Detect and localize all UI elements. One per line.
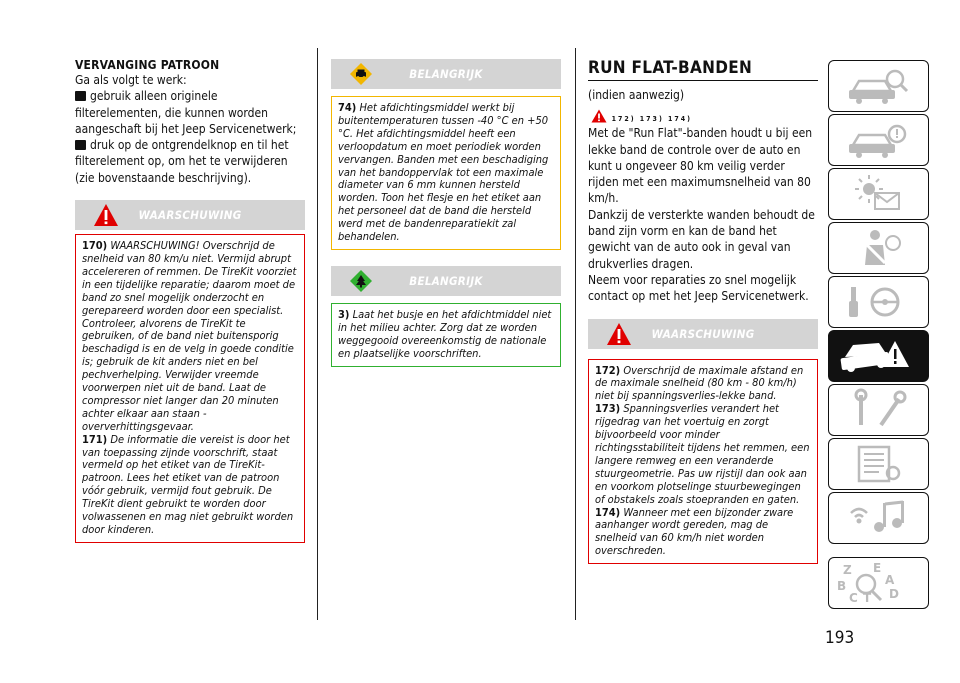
index-letter: A xyxy=(885,573,895,587)
paragraph: Neem voor reparaties zo snel mogelijk contact op met het Jeep Servicenetwerk. xyxy=(588,272,809,304)
index-icon xyxy=(829,558,928,608)
index-letter: E xyxy=(873,561,882,575)
multimedia-icon xyxy=(829,493,928,543)
airbag-seatbelt-icon xyxy=(829,223,928,273)
intro-text: Ga als volgt te werk: xyxy=(75,73,187,87)
warning-header xyxy=(75,200,305,230)
tab-warning-lights[interactable] xyxy=(828,114,929,166)
environment-box xyxy=(331,303,561,367)
page-number: 193 xyxy=(825,628,855,648)
warning-note-171: 171) De informatie die vereist is door het van toepassing zijnde voorschrift, staat vermeld op het etiket van de TireKit-patroon. Lees het etiket van de patroon vóór gebruik, vermijd fout gebruik. De TireKit dient gebruikt te worden door volwassenen en mag niet gebruikt worden door kinderen. xyxy=(82,432,294,537)
tab-safety[interactable] xyxy=(828,222,929,274)
warning-note-170: 170) WAARSCHUWING! Overschrijd de snelheid van 80 km/u niet. Vermijd abrupt accelereren of remmen. De TireKit voorziet in een tijdelijke reparatie; daarom moet de band zo snel mogelijk onderzocht en gerepareerd worden door een specialist. Controleer, alvorens de TireKit te gebruiken, of de band niet buitensporig beschadigd is en de velg in goede conditie is; gebruik de kit anders niet en bel pechverhelping. Verwijder vreemde voorwerpen niet uit de band. Laat de compressor niet langer dan 20 minuten achter elkaar aan staan - oververhittingsgevaar. xyxy=(82,239,297,433)
emergency-car-icon xyxy=(829,331,928,381)
column-divider xyxy=(575,48,576,620)
list-item: druk op de ontgrendelknop en til het filterelement op, om het te verwijderen (zie bovenstaande beschrijving). xyxy=(75,138,289,185)
sun-envelope-icon xyxy=(829,169,928,219)
warning-label: WAARSCHUWING xyxy=(138,208,242,223)
tab-safety-lights[interactable] xyxy=(828,168,929,220)
warning-note-174: 174) Wanneer met een bijzonder zware aanhanger wordt gereden, mag de snelheid van 60 km/h niet worden overschreden. xyxy=(595,505,794,558)
tab-emergency[interactable] xyxy=(828,330,929,382)
warning-note-172: 172) Overschrijd de maximale afstand en de maximale snelheid (80 km - 80 km/h) niet bij spanningsverlies-lekke band. xyxy=(595,363,804,403)
index-letter: T xyxy=(863,591,872,605)
title-rule xyxy=(588,80,818,81)
steps-list xyxy=(75,88,305,186)
warning-note-173: 173) Spanningsverlies verandert het rijgedrag van het voertuig en zorgt bijvoorbeeld voor minder richtingsstabiliteit tijdens het remmen, een langere remweg en een veranderde stuurgeometrie. Pas uw rijstijl dan ook aan en voorkom plotselinge stuurbewegingen of obstakels zoals stoepranden en gaten. xyxy=(595,402,810,506)
index-letter: C xyxy=(849,591,858,605)
index-letter: B xyxy=(837,579,847,593)
column-divider xyxy=(317,48,318,620)
bullet-icon xyxy=(75,140,86,150)
column-3 xyxy=(588,58,818,564)
index-letter: D xyxy=(889,587,899,601)
maintenance-tools-icon xyxy=(829,385,928,435)
key-steering-icon xyxy=(829,277,928,327)
reference-row xyxy=(591,106,818,122)
important-box xyxy=(331,96,561,250)
tab-maintenance[interactable] xyxy=(828,384,929,436)
list-item: gebruik alleen originele filterelementen, die kunnen worden aangeschaft bij het Jeep Servicenetwerk; xyxy=(75,89,297,136)
tab-technical-data[interactable] xyxy=(828,438,929,490)
column-2 xyxy=(331,59,561,367)
bullet-icon xyxy=(75,91,86,101)
tab-multimedia[interactable] xyxy=(828,492,929,544)
paragraph: Dankzij de versterkte wanden behoudt de band zijn vorm en kan de band het gewicht van de auto ook in geval van drukverlies dragen. xyxy=(588,207,815,271)
warning-label: WAARSCHUWING xyxy=(651,326,755,341)
reference-numbers: 172) 173) 174) xyxy=(611,115,693,124)
technical-data-icon xyxy=(829,439,928,489)
environment-header xyxy=(331,266,561,296)
warning-header xyxy=(588,319,818,349)
warning-box xyxy=(75,234,305,543)
important-header xyxy=(331,59,561,89)
environment-label: BELANGRIJK xyxy=(409,273,483,288)
important-note-74: 74) Het afdichtingsmiddel werkt bij buitentemperaturen tussen -40 °C en +50 °C. Het afdichtingsmiddel heeft een verloopdatum en moet periodiek worden vervangen. Banden met een beschadiging van het bandoppervlak tot een maximale diameter van 6 mm kunnen hersteld worden. Toon het flesje en het etiket aan het personeel dat de band die hersteld werd met de bandenreparatiekit zal behandelen. xyxy=(338,101,549,244)
important-label: BELANGRIJK xyxy=(409,67,483,81)
index-letter: Z xyxy=(843,563,852,577)
section-title: RUN FLAT-BANDEN xyxy=(588,58,753,78)
tab-index[interactable] xyxy=(828,557,929,609)
subtitle: (indien aanwezig) xyxy=(588,88,685,102)
section-title: VERVANGING PATROON xyxy=(75,58,220,72)
column-1 xyxy=(75,58,305,543)
car-dashboard-icon xyxy=(829,61,928,111)
warning-box xyxy=(588,359,818,565)
warning-triangle-icon xyxy=(591,109,607,123)
car-warning-light-icon xyxy=(829,115,928,165)
tab-starting-driving[interactable] xyxy=(828,276,929,328)
paragraph: Met de "Run Flat"-banden houdt u bij een lekke band de controle over de auto en kunt u ongeveer 80 km veilig verder rijden met een maximumsnelheid van 80 km/h. xyxy=(588,126,813,206)
tab-dashboard[interactable] xyxy=(828,60,929,112)
environment-note-3: 3) Laat het busje en het afdichtmiddel niet in het milieu achter. Zorg dat ze worden weggegooid overeenkomstig de nationale en plaatselijke voorschriften. xyxy=(338,307,552,360)
